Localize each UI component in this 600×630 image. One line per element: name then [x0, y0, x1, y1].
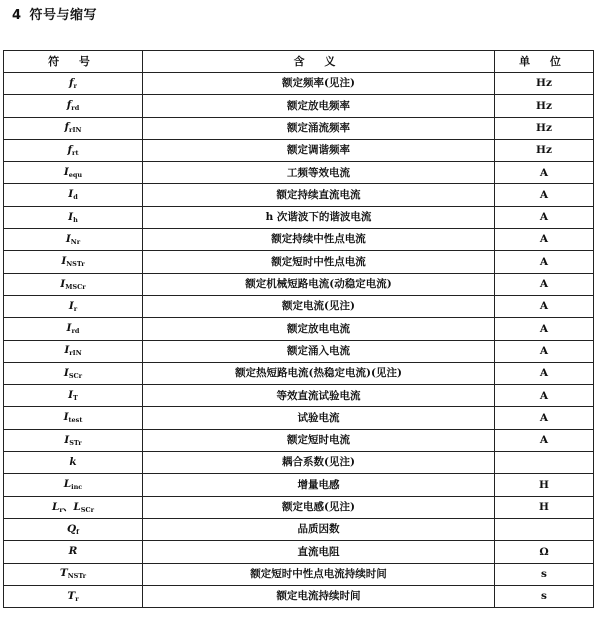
- header-symbol: 符 号: [4, 51, 143, 73]
- unit-cell: Hz: [495, 95, 594, 117]
- symbol-base: T: [59, 567, 68, 580]
- meaning-cell: 额定短时中性点电流: [143, 251, 495, 273]
- symbol-base: I: [68, 210, 74, 223]
- table-row: [4, 496, 594, 518]
- symbol-cell: [4, 206, 143, 228]
- meaning-cell: 额定持续直流电流: [143, 184, 495, 206]
- unit-cell: [495, 518, 594, 540]
- unit-cell: Hz: [495, 139, 594, 161]
- symbol-cell: [4, 340, 143, 362]
- meaning-cell: 耦合系数(见注): [143, 452, 495, 474]
- symbol-subscript: rIN: [69, 349, 82, 358]
- symbol-cell: [4, 95, 143, 117]
- symbol-cell: [4, 318, 143, 340]
- table-row: [4, 407, 594, 429]
- header-meaning: 含 义: [143, 51, 495, 73]
- table-row: [4, 585, 594, 607]
- table-row: [4, 206, 594, 228]
- meaning-cell: 额定电流持续时间: [143, 585, 495, 607]
- meaning-cell: h 次谐波下的谐波电流: [143, 206, 495, 228]
- table-row: [4, 563, 594, 585]
- symbol-base: I: [68, 299, 74, 312]
- meaning-cell: 额定电感(见注): [143, 496, 495, 518]
- symbol-base: I: [66, 322, 72, 335]
- meaning-cell: 额定调谐频率: [143, 139, 495, 161]
- symbol-base: I: [63, 366, 69, 379]
- meaning-cell: 额定热短路电流(热稳定电流)(见注): [143, 362, 495, 384]
- table-row: [4, 117, 594, 139]
- symbol-cell: [4, 362, 143, 384]
- symbol-subscript: d: [73, 193, 78, 202]
- symbol-cell: [4, 496, 143, 518]
- symbol-subscript: inc: [71, 483, 83, 492]
- symbol-base: Q: [67, 522, 77, 535]
- symbol-subscript: SCr: [80, 505, 94, 514]
- symbol-subscript: f: [76, 527, 79, 536]
- symbol-base: I: [68, 389, 74, 402]
- unit-cell: [495, 452, 594, 474]
- symbol-subscript: test: [68, 416, 83, 425]
- meaning-cell: 额定持续中性点电流: [143, 229, 495, 251]
- section-number: 4: [12, 8, 22, 23]
- table-row: [4, 184, 594, 206]
- symbol-base: f: [66, 99, 72, 112]
- meaning-cell: 直流电阻: [143, 541, 495, 563]
- symbol-base: L: [73, 500, 81, 513]
- unit-cell: Hz: [495, 73, 594, 95]
- symbol-cell: [4, 452, 143, 474]
- table-row: [4, 95, 594, 117]
- symbol-subscript: r: [73, 81, 77, 90]
- symbol-cell: [4, 117, 143, 139]
- symbol-base: I: [61, 255, 67, 268]
- symbol-base: k: [69, 455, 77, 468]
- symbol-cell: [4, 385, 143, 407]
- symbol-cell: [4, 407, 143, 429]
- symbol-base: I: [64, 433, 70, 446]
- unit-cell: s: [495, 585, 594, 607]
- unit-cell: A: [495, 206, 594, 228]
- unit-cell: A: [495, 273, 594, 295]
- unit-cell: A: [495, 229, 594, 251]
- unit-cell: A: [495, 407, 594, 429]
- section-heading: [12, 4, 97, 23]
- table-row: [4, 162, 594, 184]
- meaning-cell: 额定涌入电流: [143, 340, 495, 362]
- table-row: [4, 452, 594, 474]
- unit-cell: A: [495, 318, 594, 340]
- unit-cell: s: [495, 563, 594, 585]
- symbol-cell: [4, 474, 143, 496]
- table-header-row: [4, 51, 594, 73]
- symbol-subscript: NSTr: [66, 260, 85, 269]
- table-row: [4, 385, 594, 407]
- symbol-cell: [4, 295, 143, 317]
- unit-cell: Ω: [495, 541, 594, 563]
- meaning-cell: 试验电流: [143, 407, 495, 429]
- table-row: [4, 273, 594, 295]
- meaning-cell: 等效直流试验电流: [143, 385, 495, 407]
- symbol-cell: [4, 429, 143, 451]
- symbol-subscript: r: [59, 505, 63, 514]
- meaning-cell: 额定机械短路电流(动稳定电流): [143, 273, 495, 295]
- symbol-subscript: rt: [72, 148, 79, 157]
- symbol-base: f: [67, 143, 73, 156]
- table-row: [4, 340, 594, 362]
- symbol-subscript: rd: [71, 104, 80, 113]
- symbols-table: [3, 50, 594, 608]
- symbol-base: I: [65, 232, 71, 245]
- section-title: 符号与缩写: [29, 8, 98, 23]
- table-row: [4, 429, 594, 451]
- meaning-cell: 品质因数: [143, 518, 495, 540]
- symbol-subscript: NSTr: [67, 572, 87, 581]
- meaning-cell: 额定频率(见注): [143, 73, 495, 95]
- symbol-subscript: rd: [71, 327, 80, 336]
- symbol-cell: [4, 585, 143, 607]
- symbol-base: L: [63, 478, 72, 491]
- table-row: [4, 518, 594, 540]
- symbol-base: f: [69, 76, 74, 89]
- symbol-subscript: equ: [68, 171, 83, 180]
- symbol-cell: [4, 518, 143, 540]
- symbol-cell: [4, 251, 143, 273]
- symbol-subscript: STr: [69, 438, 82, 447]
- symbol-cell: [4, 162, 143, 184]
- symbol-cell: [4, 139, 143, 161]
- table-row: [4, 229, 594, 251]
- meaning-cell: 额定涌流频率: [143, 117, 495, 139]
- symbol-base: f: [64, 121, 70, 134]
- unit-cell: A: [495, 340, 594, 362]
- symbol-cell: [4, 73, 143, 95]
- meaning-cell: 额定短时电流: [143, 429, 495, 451]
- symbol-subscript: h: [73, 215, 78, 224]
- symbol-base: T: [67, 589, 76, 602]
- symbol-cell: [4, 184, 143, 206]
- unit-cell: H: [495, 474, 594, 496]
- table-row: [4, 251, 594, 273]
- meaning-cell: 工频等效电流: [143, 162, 495, 184]
- symbol-subscript: Nr: [70, 237, 81, 246]
- table-row: [4, 139, 594, 161]
- symbol-subscript: r: [75, 594, 79, 603]
- unit-cell: A: [495, 295, 594, 317]
- symbol-base: R: [68, 545, 78, 558]
- symbol-separator: 、: [62, 500, 74, 513]
- meaning-cell: 额定放电电流: [143, 318, 495, 340]
- unit-cell: A: [495, 162, 594, 184]
- meaning-cell: 额定短时中性点电流持续时间: [143, 563, 495, 585]
- unit-cell: Hz: [495, 117, 594, 139]
- table-body: [4, 73, 594, 608]
- symbol-subscript: MSCr: [65, 282, 86, 291]
- meaning-cell: 额定电流(见注): [143, 295, 495, 317]
- symbol-base: I: [64, 344, 70, 357]
- unit-cell: A: [495, 184, 594, 206]
- unit-cell: H: [495, 496, 594, 518]
- symbol-base: I: [63, 166, 69, 179]
- symbol-cell: [4, 541, 143, 563]
- table-row: [4, 362, 594, 384]
- meaning-cell: 增量电感: [143, 474, 495, 496]
- unit-cell: A: [495, 362, 594, 384]
- table-row: [4, 541, 594, 563]
- symbol-subscript: rIN: [69, 126, 82, 135]
- unit-cell: A: [495, 429, 594, 451]
- symbol-base: L: [51, 500, 60, 513]
- symbol-subscript: r: [73, 304, 78, 313]
- unit-cell: A: [495, 385, 594, 407]
- symbol-cell: [4, 563, 143, 585]
- table-row: [4, 295, 594, 317]
- table-row: [4, 474, 594, 496]
- table-row: [4, 73, 594, 95]
- unit-cell: A: [495, 251, 594, 273]
- table-row: [4, 318, 594, 340]
- header-unit: 单 位: [495, 51, 594, 73]
- symbol-subscript: SCr: [68, 371, 83, 380]
- symbol-base: I: [60, 277, 66, 290]
- symbol-cell: [4, 229, 143, 251]
- symbol-base: I: [63, 411, 69, 424]
- symbol-cell: [4, 273, 143, 295]
- symbol-subscript: T: [73, 394, 78, 403]
- meaning-cell: 额定放电频率: [143, 95, 495, 117]
- symbol-base: I: [68, 188, 74, 201]
